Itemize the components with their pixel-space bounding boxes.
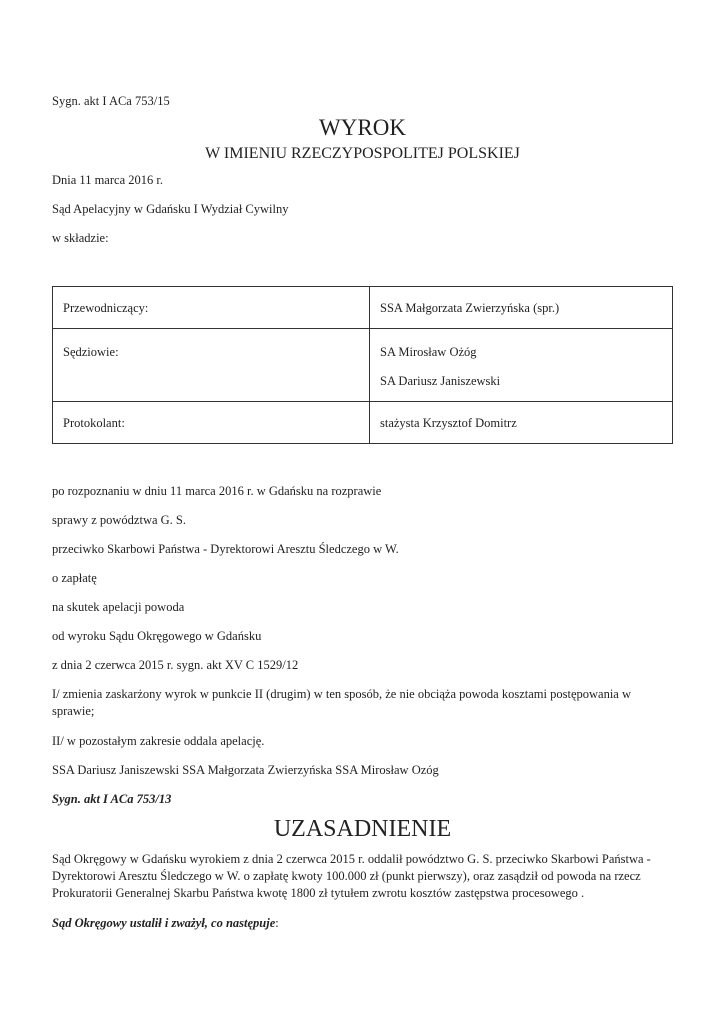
member-name: stażysta Krzysztof Domitrz [380,416,517,430]
role-label: Sędziowie: [63,345,119,359]
role-cell [53,402,370,444]
members-cell [370,402,673,444]
justification-paragraph: Sąd Okręgowy w Gdańsku wyrokiem z dnia 2 czerwca 2015 r. oddalił powództwo G. S. przeciwko Skarbowi Państwa - Dyrektorowi Aresztu Śledczego w W. o zapłatę kwoty 100.000 zł (punkt pierwszy), oraz zasądził od powoda na rzecz Prokuratorii Generalnej Skarbu Państwa kwotę 1800 zł tytułem zwrotu kosztów zastępstwa procesowego . [52,852,651,900]
role-cell [53,329,370,402]
body-line: na skutek apelacji powoda [52,600,185,614]
table-row [53,329,673,402]
composition-intro: w składzie: [52,231,109,245]
judgment-date: Dnia 11 marca 2016 r. [52,173,163,187]
body-line: sprawy z powództwa G. S. [52,513,187,527]
court-name: Sąd Apelacyjny w Gdańsku I Wydział Cywilny [52,202,289,216]
ruling-point-1: I/ zmienia zaskarżony wyrok w punkcie II (drugim) w ten sposób, że nie obciąża powoda kosztami postępowania w sprawie; [52,687,631,718]
findings-heading-line [52,915,279,931]
judgment-subtitle: W IMIENIU RZECZYPOSPOLITEJ POLSKIEJ [205,145,520,162]
member-name: SA Mirosław Ożóg [380,345,477,359]
ruling-point-2: II/ w pozostałym zakresie oddala apelację. [52,734,265,748]
court-composition-table [52,286,673,444]
judge-signatures: SSA Dariusz Janiszewski SSA Małgorzata Zwierzyńska SSA Mirosław Ozóg [52,763,439,777]
member-name: SA Dariusz Janiszewski [380,374,501,388]
body-line: o zapłatę [52,571,97,585]
justification-title: UZASADNIENIE [273,816,452,842]
body-line: z dnia 2 czerwca 2015 r. sygn. akt XV C 1529/12 [52,658,299,672]
table-row [53,402,673,444]
body-line: od wyroku Sądu Okręgowego w Gdańsku [52,629,262,643]
member-name: SSA Małgorzata Zwierzyńska (spr.) [380,301,560,315]
role-cell [53,287,370,329]
role-label: Protokolant: [63,416,125,430]
body-line: przeciwko Skarbowi Państwa - Dyrektorowi Aresztu Śledczego w W. [52,542,399,556]
body-line: po rozpoznaniu w dniu 11 marca 2016 r. w Gdańsku na rozprawie [52,484,382,498]
role-label: Przewodniczący: [63,301,149,315]
judgment-title: WYROK [319,115,406,140]
members-cell [370,287,673,329]
findings-heading: Sąd Okręgowy ustalił i zważył, co następuje [52,916,276,930]
table-row [53,287,673,329]
case-signature: Sygn. akt I ACa 753/15 [52,94,170,108]
members-cell [370,329,673,402]
justification-signature: Sygn. akt I ACa 753/13 [52,792,172,806]
findings-colon: : [275,916,279,930]
